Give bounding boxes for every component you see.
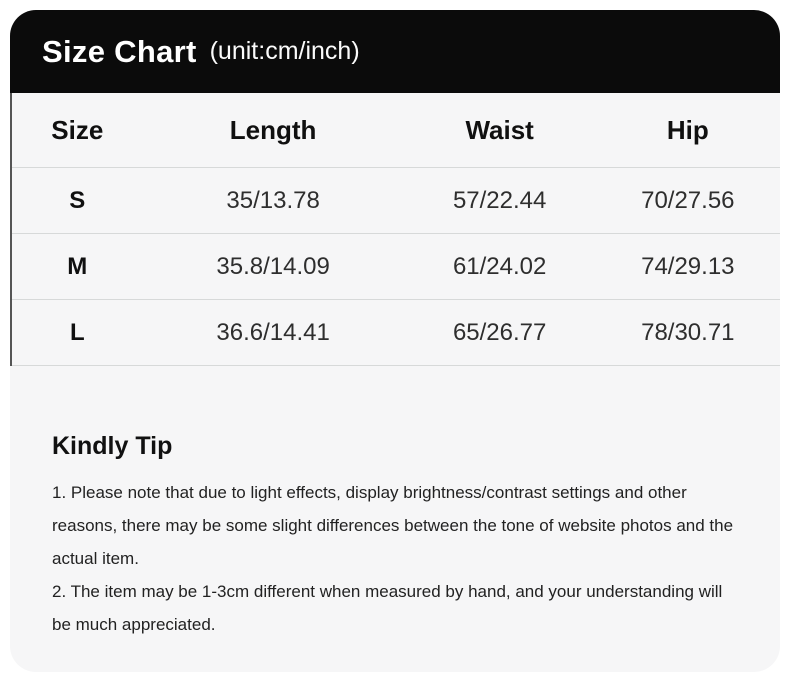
length-value: 36.6/14.41: [216, 318, 330, 346]
waist-value: 61/24.02: [452, 252, 547, 280]
size-table-header-row: [12, 93, 780, 168]
kindly-tip-note-2: 2. The item may be 1-3cm different when measured by hand, and your understanding will be much appreciated.: [52, 582, 723, 634]
kindly-tip-section: [10, 366, 780, 641]
size-table: [10, 93, 780, 366]
hip-value: 70/27.56: [641, 186, 735, 214]
hip-value: 78/30.71: [641, 318, 735, 346]
size-chart-banner: [10, 10, 780, 93]
length-value: 35/13.78: [226, 186, 320, 214]
column-header-waist: Waist: [465, 114, 534, 145]
size-label: M: [67, 252, 88, 280]
kindly-tip-heading: Kindly Tip: [52, 432, 173, 460]
waist-value: 57/22.44: [452, 186, 547, 214]
table-row-m: [12, 234, 780, 300]
table-row-s: [12, 168, 780, 234]
table-row-l: [12, 300, 780, 366]
waist-value: 65/26.77: [452, 318, 547, 346]
column-header-hip: Hip: [666, 114, 709, 145]
length-value: 35.8/14.09: [216, 252, 330, 280]
size-chart-title: Size Chart: [42, 33, 197, 69]
size-chart-card: [10, 10, 780, 672]
unit-label: (unit:cm/inch): [209, 37, 360, 65]
kindly-tip-note-1: 1. Please note that due to light effects, display brightness/contrast settings and other reasons, there may be some slight differences between the tone of website photos and the actual item.: [52, 483, 734, 568]
hip-value: 74/29.13: [641, 252, 735, 280]
column-header-length: Length: [229, 114, 317, 145]
size-label: S: [69, 186, 86, 214]
column-header-size: Size: [51, 114, 104, 145]
size-label: L: [69, 318, 85, 346]
